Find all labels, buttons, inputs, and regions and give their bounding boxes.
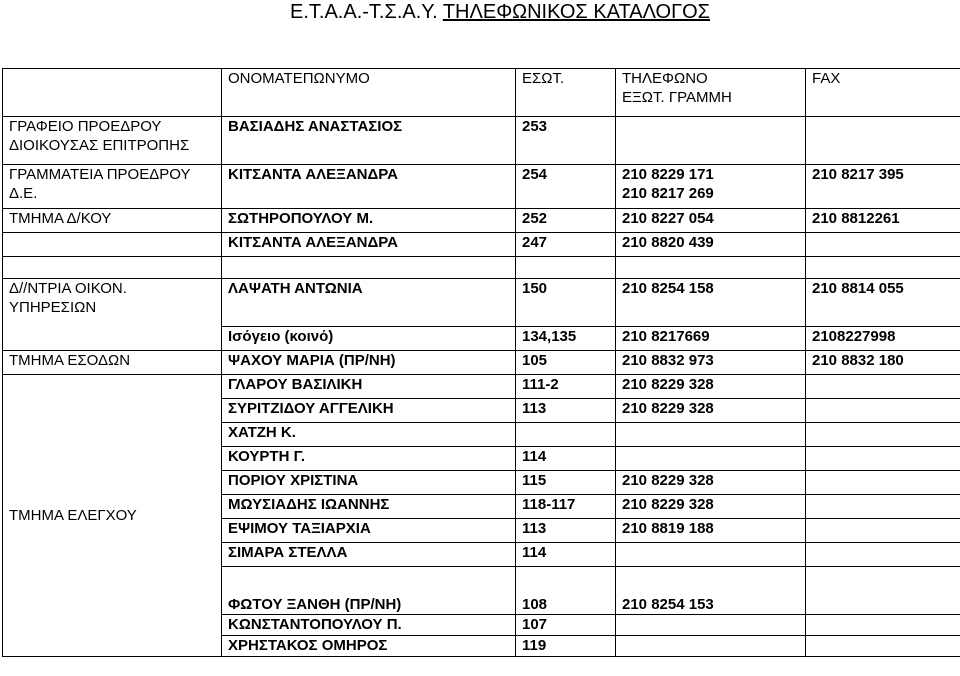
row-phone: [616, 165, 806, 209]
row-name: ΓΛΑΡΟΥ ΒΑΣΙΛΙΚΗ: [222, 375, 516, 399]
row-phone: 210 8819 188: [616, 519, 806, 543]
section-admin-dept: ΤΜΗΜΑ Δ/ΚΟΥ: [3, 209, 222, 233]
row-name: Ισόγειο (κοινό): [222, 327, 516, 351]
row-ext: [516, 423, 616, 447]
row-fax: [806, 615, 960, 636]
table-row: [3, 209, 960, 233]
row-fax: [806, 636, 960, 657]
row-fax: 210 8832 180: [806, 351, 960, 375]
row-ext: 253: [516, 117, 616, 165]
row-ext: 134,135: [516, 327, 616, 351]
title-prefix: Ε.Τ.Α.Α.-Τ.Σ.Α.Υ.: [289, 1, 443, 23]
header-ext: ΕΣΩΤ.: [516, 69, 616, 117]
row-fax: [806, 423, 960, 447]
row-phone: [616, 615, 806, 636]
row-fax: 210 8217 395: [806, 165, 960, 209]
header-row: [3, 69, 960, 117]
row-phone: [616, 636, 806, 657]
title-main: ΤΗΛΕΦΩΝΙΚΟΣ ΚΑΤΑΛΟΓΟΣ: [442, 1, 711, 23]
row-phone: 210 8229 328: [616, 471, 806, 495]
row-phone: 210 8229 328: [616, 375, 806, 399]
header-phone-line2: ΕΞΩΤ. ΓΡΑΜΜΗ: [622, 89, 732, 106]
row-ext: 113: [516, 519, 616, 543]
row-phone-line2: 210 8217 269: [622, 185, 714, 202]
row-ext: 111-2: [516, 375, 616, 399]
row-fax: 210 8812261: [806, 209, 960, 233]
empty-cell: [3, 257, 222, 279]
row-fax: [806, 567, 960, 615]
row-ext: 107: [516, 615, 616, 636]
row-name: ΚΟΥΡΤΗ Γ.: [222, 447, 516, 471]
row-fax: [806, 447, 960, 471]
row-name: ΒΑΣΙΑΔΗΣ ΑΝΑΣΤΑΣΙΟΣ: [222, 117, 516, 165]
row-name: ΕΨΙΜΟΥ ΤΑΞΙΑΡΧΙΑ: [222, 519, 516, 543]
row-name: ΦΩΤΟΥ ΞΑΝΘΗ (ΠΡ/ΝΗ): [222, 567, 516, 615]
row-name: ΚΙΤΣΑΝΤΑ ΑΛΕΞΑΝΔΡΑ: [222, 165, 516, 209]
table-row: [3, 165, 960, 209]
row-fax: [806, 233, 960, 257]
row-phone: 210 8227 054: [616, 209, 806, 233]
empty-cell: [222, 257, 516, 279]
row-fax: [806, 519, 960, 543]
row-phone: 210 8254 153: [616, 567, 806, 615]
empty-cell: [616, 257, 806, 279]
row-ext: 105: [516, 351, 616, 375]
row-fax: [806, 375, 960, 399]
row-fax: [806, 543, 960, 567]
row-ext: 118-117: [516, 495, 616, 519]
table-row: [3, 233, 960, 257]
table-row: [3, 375, 960, 399]
row-ext: 254: [516, 165, 616, 209]
row-ext: 114: [516, 543, 616, 567]
row-phone: [616, 447, 806, 471]
row-fax: 2108227998: [806, 327, 960, 351]
row-name: ΣΥΡΙΤΖΙΔΟΥ ΑΓΓΕΛΙΚΗ: [222, 399, 516, 423]
row-ext: 119: [516, 636, 616, 657]
row-phone: [616, 117, 806, 165]
table-row: [3, 351, 960, 375]
header-fax: FAX: [806, 69, 960, 117]
row-name: ΣΙΜΑΡΑ ΣΤΕΛΛΑ: [222, 543, 516, 567]
row-fax: [806, 399, 960, 423]
row-phone: 210 8229 328: [616, 495, 806, 519]
row-phone: 210 8229 328: [616, 399, 806, 423]
row-name: ΧΡΗΣΤΑΚΟΣ ΟΜΗΡΟΣ: [222, 636, 516, 657]
section-financial-directorate: Δ//ΝΤΡΙΑ ΟΙΚΟΝ. ΥΠΗΡΕΣΙΩΝ: [3, 279, 222, 351]
table-row: [3, 279, 960, 327]
empty-cell: [516, 257, 616, 279]
row-ext: 252: [516, 209, 616, 233]
row-fax: 210 8814 055: [806, 279, 960, 327]
row-ext: 108: [516, 567, 616, 615]
row-phone: [616, 543, 806, 567]
row-ext: 114: [516, 447, 616, 471]
row-name: ΚΩΝΣΤΑΝΤΟΠΟΥΛΟΥ Π.: [222, 615, 516, 636]
row-phone: [616, 423, 806, 447]
row-name: ΨΑΧΟΥ ΜΑΡΙΑ (ΠΡ/ΝΗ): [222, 351, 516, 375]
row-name: ΚΙΤΣΑΝΤΑ ΑΛΕΞΑΝΔΡΑ: [222, 233, 516, 257]
row-name: ΣΩΤΗΡΟΠΟΥΛΟΥ Μ.: [222, 209, 516, 233]
row-ext: 150: [516, 279, 616, 327]
page-title: [0, 0, 960, 24]
row-fax: [806, 495, 960, 519]
header-name: ΟΝΟΜΑΤΕΠΩΝΥΜΟ: [222, 69, 516, 117]
row-phone: 210 8820 439: [616, 233, 806, 257]
section-empty: [3, 233, 222, 257]
row-name: ΜΩΥΣΙΑΔΗΣ ΙΩΑΝΝΗΣ: [222, 495, 516, 519]
row-phone: 210 8254 158: [616, 279, 806, 327]
row-phone-line1: 210 8229 171: [622, 166, 714, 183]
row-name: ΠΟΡΙΟΥ ΧΡΙΣΤΙΝΑ: [222, 471, 516, 495]
phone-directory-table: [2, 68, 960, 657]
table-row: [3, 117, 960, 165]
section-office-president: ΓΡΑΦΕΙΟ ΠΡΟΕΔΡΟΥ ΔΙΟΙΚΟΥΣΑΣ ΕΠΙΤΡΟΠΗΣ: [3, 117, 222, 165]
header-section-cell: [3, 69, 222, 117]
empty-cell: [806, 257, 960, 279]
row-ext: 247: [516, 233, 616, 257]
header-phone-line1: ΤΗΛΕΦΩΝΟ: [622, 70, 708, 87]
row-ext: 113: [516, 399, 616, 423]
section-secretariat: ΓΡΑΜΜΑΤΕΙΑ ΠΡΟΕΔΡΟΥ Δ.Ε.: [3, 165, 222, 209]
row-fax: [806, 117, 960, 165]
section-revenue-dept: ΤΜΗΜΑ ΕΣΟΔΩΝ: [3, 351, 222, 375]
section-audit-dept: ΤΜΗΜΑ ΕΛΕΓΧΟΥ: [3, 375, 222, 657]
row-phone: 210 8832 973: [616, 351, 806, 375]
row-name: ΧΑΤΖΗ Κ.: [222, 423, 516, 447]
row-ext: 115: [516, 471, 616, 495]
spacer-row: [3, 257, 960, 279]
row-phone: 210 8217669: [616, 327, 806, 351]
row-name: ΛΑΨΑΤΗ ΑΝΤΩΝΙΑ: [222, 279, 516, 327]
row-fax: [806, 471, 960, 495]
header-phone: [616, 69, 806, 117]
